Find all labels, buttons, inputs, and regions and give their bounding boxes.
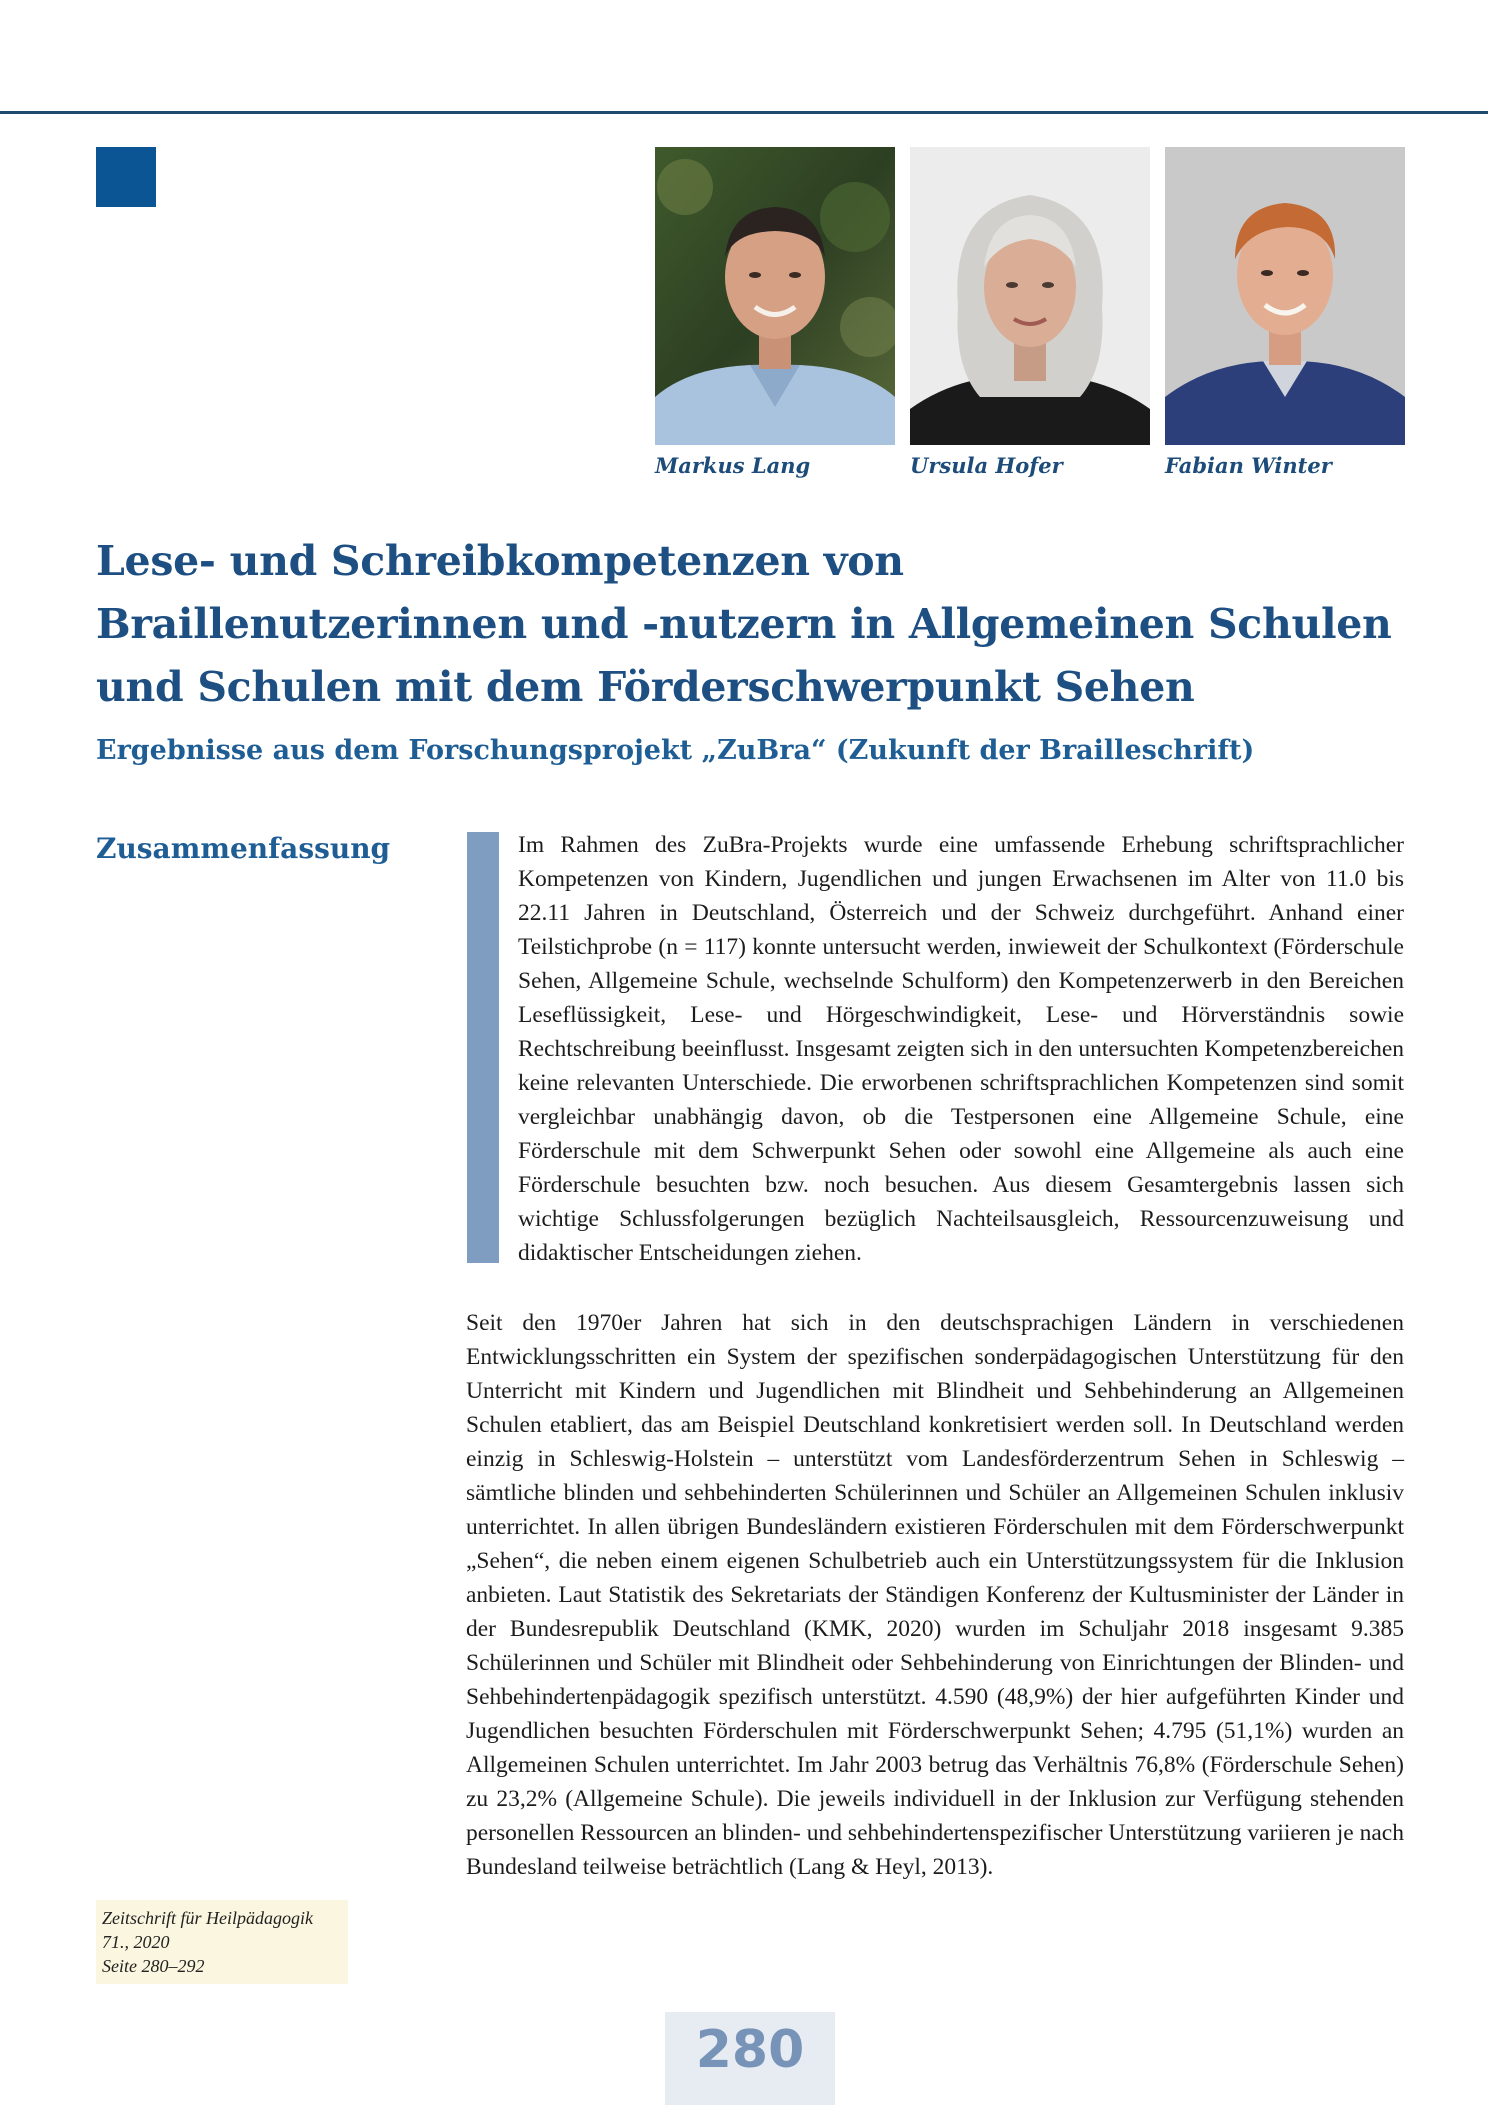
author-name: Fabian Winter: [1165, 453, 1332, 478]
author-photo: [655, 147, 895, 445]
title-line: Braillenutzerinnen und -nutzern in Allgemeinen Schulen: [96, 600, 1392, 648]
body-paragraph: Seit den 1970er Jahren hat sich in den deutschsprachigen Ländern in verschiedenen Entwicklungsschritten ein System der spezifischen sonderpädagogischen Unterstützung für den Unterricht mit Kindern und Jugendlichen mit Blindheit und Sehbehinderung an Allgemeinen Schulen etabliert, das am Beispiel Deutschland konkretisiert werden soll. In Deutschland werden einzig in Schleswig-Holstein – unterstützt vom Landesförderzentrum Sehen in Schleswig – sämtliche blinden und sehbehinderten Schülerinnen und Schüler an Allgemeinen Schulen inklusiv unterrichtet. In allen übrigen Bundesländern existieren Förderschulen mit dem Förderschwerpunkt „Sehen“, die neben einem eigenen Schulbetrieb auch ein Unterstützungssystem für die Inklusion anbieten. Laut Statistik des Sekretariats der Ständigen Konferenz der Kultusminister der Länder in der Bundesrepublik Deutschland (KMK, 2020) wurden im Schuljahr 2018 insgesamt 9.385 Schülerinnen und Schüler mit Blindheit oder Sehbehinderung von Einrichtungen der Blinden- und Sehbehindertenpädagogik spezifisch unterstützt. 4.590 (48,9%) der hier aufgeführten Kinder und Jugendlichen besuchten Förderschulen mit Förderschwerpunkt Sehen; 4.795 (51,1%) wurden an Allgemeinen Schulen unterrichtet. Im Jahr 2003 betrug das Verhältnis 76,8% (Förderschule Sehen) zu 23,2% (Allgemeine Schule). Die jeweils individuell in der Inklusion zur Verfügung stehenden personellen Ressourcen an blinden- und sehbehindertenspezifischer Unterstützung variieren je nach Bundesland teilweise beträchtlich (Lang & Heyl, 2013).: [466, 1310, 1404, 1880]
page-number-box: [665, 2012, 835, 2105]
author-photo: [910, 147, 1150, 445]
author-photo: [1165, 147, 1405, 445]
title-line: Lese- und Schreibkompetenzen von: [96, 537, 904, 585]
article-subtitle: Ergebnisse aus dem Forschungsprojekt „ZuBra“ (Zukunft der Brailleschrift): [96, 735, 1255, 766]
abstract-bar: [467, 832, 499, 1263]
citation-pages: Seite 280–292: [102, 1956, 205, 1976]
portrait-image: [910, 147, 1150, 445]
author-markus-lang: [655, 147, 895, 478]
author-name: Markus Lang: [655, 453, 811, 478]
abstract-text: Im Rahmen des ZuBra-Projekts wurde eine umfassende Erhebung schriftsprachlicher Kompetenzen von Kindern, Jugendlichen und jungen Erwachsenen im Alter von 11.0 bis 22.11 Jahren in Deutschland, Österreich und der Schweiz durchgeführt. Anhand einer Teilstichprobe (n = 117) konnte untersucht werden, inwieweit der Schulkontext (Förderschule Sehen, Allgemeine Schule, wechselnde Schulform) den Kompetenzerwerb in den Bereichen Leseflüssigkeit, Lese- und Hörgeschwindigkeit, Lese- und Hörverständnis sowie Rechtschreibung beeinflusst. Insgesamt zeigten sich in den untersuchten Kompetenzbereichen keine relevanten Unterschiede. Die erworbenen schriftsprachlichen Kompetenzen sind somit vergleichbar unabhängig davon, ob die Testpersonen eine Allgemeine Schule, eine Förderschule mit dem Schwerpunkt Sehen oder sowohl eine Allgemeine als auch eine Förderschule besuchten bzw. noch besuchen. Aus diesem Gesamtergebnis lassen sich wichtige Schlussfolgerungen bezüglich Nachteilsausgleich, Ressourcenzuweisung und didaktischer Entscheidungen ziehen.: [518, 832, 1404, 1266]
citation-journal: Zeitschrift für Heilpädagogik: [102, 1908, 313, 1928]
top-rule: [0, 111, 1488, 114]
author-ursula-hofer: [910, 147, 1150, 478]
title-line: und Schulen mit dem Förderschwerpunkt Sehen: [96, 663, 1195, 711]
journal-citation: [96, 1900, 348, 1984]
article-title: [96, 530, 1416, 719]
abstract-heading: Zusammenfassung: [96, 832, 391, 865]
citation-volume: 71., 2020: [102, 1932, 170, 1952]
page-number: 280: [695, 2020, 805, 2080]
portrait-image: [1165, 147, 1405, 445]
section-marker: [96, 147, 156, 207]
author-name: Ursula Hofer: [910, 453, 1063, 478]
portrait-image: [655, 147, 895, 445]
author-fabian-winter: [1165, 147, 1405, 478]
